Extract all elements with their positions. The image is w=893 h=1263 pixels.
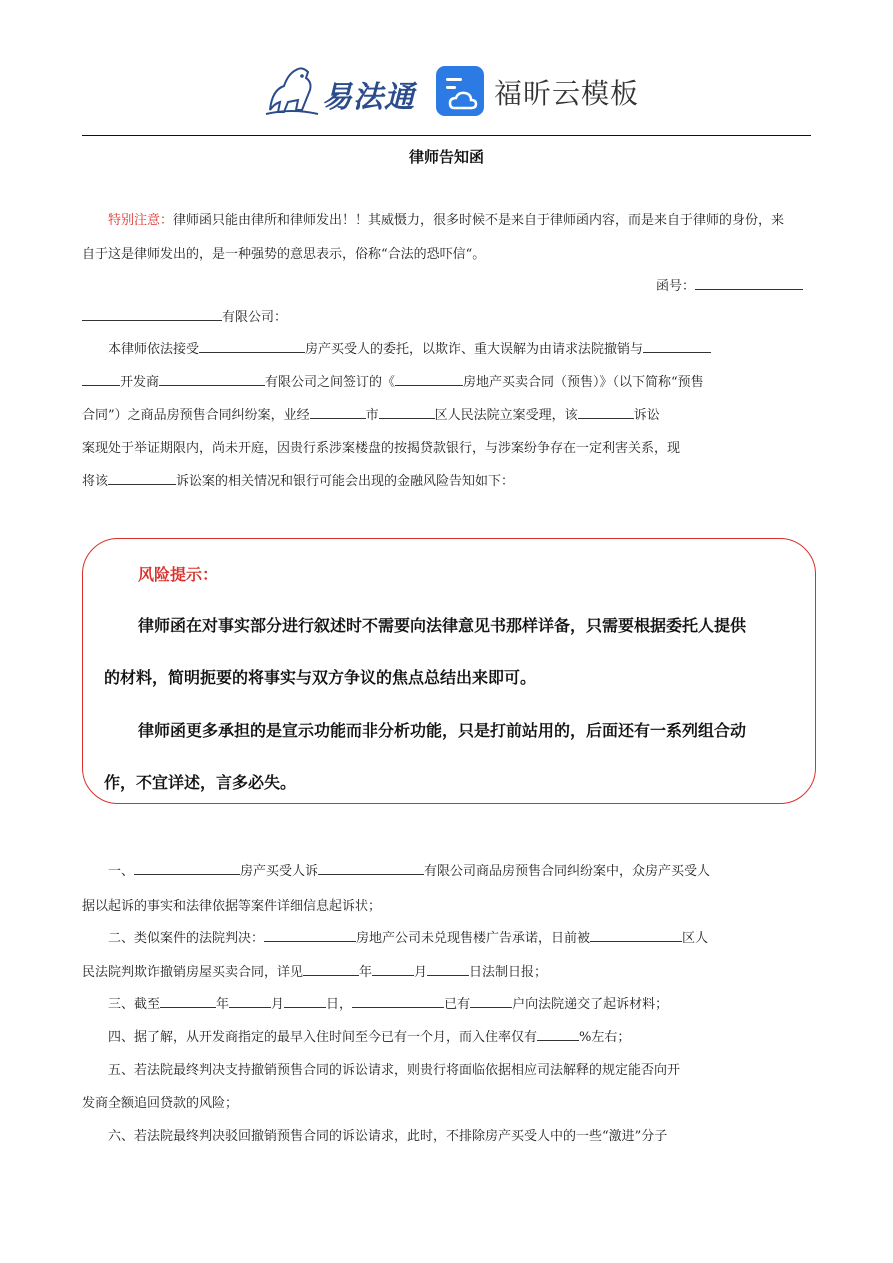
case-name-blank[interactable] — [108, 471, 176, 485]
developer-blank[interactable] — [159, 372, 265, 386]
intro-line-1 — [108, 338, 711, 357]
intro-line-5 — [82, 470, 514, 489]
day-blank[interactable] — [284, 994, 326, 1008]
item-text: 有限公司商品房预售合同纠纷案中，众房产买受人 — [424, 864, 711, 879]
intro-line-2 — [82, 371, 704, 390]
ref-no-blank[interactable] — [695, 276, 803, 290]
intro-line-4: 案现处于举证期限内，尚未开庭，因贵行系涉案楼盘的按揭贷款银行，与涉案纷争存在一定利害关系，现 — [82, 441, 681, 456]
item-6-line-1: 六、若法院最终判决驳回撤销预售合同的诉讼请求，此时，不排除房产买受人中的一些“激进”分子 — [108, 1129, 668, 1144]
item-text: 年 — [359, 965, 373, 980]
contract-blank[interactable] — [395, 372, 463, 386]
item-text: 房产买受人诉 — [240, 864, 319, 879]
logo-left-text: 易法通 — [322, 80, 415, 115]
item-text: 日， — [326, 997, 353, 1012]
risk-tip-line-2: 的材料，简明扼要的将事实与双方争议的焦点总结出来即可。 — [104, 668, 537, 687]
intro-text: 诉讼 — [633, 408, 660, 423]
item-text: 日法制日报； — [469, 965, 548, 980]
year-blank[interactable] — [160, 994, 216, 1008]
district-blank[interactable] — [379, 405, 435, 419]
item-2-line-2 — [82, 961, 547, 980]
intro-text: 区人民法院立案受理，该 — [434, 408, 578, 423]
intro-text: 房产买受人的委托，以欺诈、重大误解为由请求法院撤销与 — [305, 342, 644, 357]
month-blank[interactable] — [229, 994, 271, 1008]
item-5-line-2: 发商全额追回贷款的风险； — [82, 1096, 239, 1111]
plaintiff-blank[interactable] — [134, 861, 240, 875]
item-text: 三、截至 — [108, 997, 161, 1012]
intro-text: 房地产买卖合同（预售）》（以下简称“预售 — [463, 375, 704, 390]
intro-text: 合同”）之商品房预售合同纠纷案，业经 — [82, 408, 310, 423]
month-blank[interactable] — [372, 962, 414, 976]
ref-no-label: 函号： — [656, 279, 696, 294]
horse-logo-icon — [262, 60, 322, 118]
item-4 — [108, 1026, 630, 1045]
intro-text: 市 — [365, 408, 379, 423]
item-5-line-1: 五、若法院最终判决支持撤销预售合同的诉讼请求，则贵行将面临依据相应司法解释的规定能否向开 — [108, 1063, 681, 1078]
addressee — [82, 306, 287, 325]
document-title: 律师告知函 — [408, 148, 484, 166]
notice-label: 特别注意： — [108, 213, 174, 228]
project-blank[interactable] — [352, 994, 444, 1008]
item-text: 月 — [271, 997, 285, 1012]
header-divider — [82, 135, 811, 136]
developer-name-blank[interactable] — [264, 928, 356, 942]
ref-no — [656, 275, 803, 294]
notice-text-1: 律师函只能由律所和律师发出！！其威慑力，很多时候不是来自于律师函内容，而是来自于律师的身份，来 — [173, 213, 785, 228]
item-3 — [108, 993, 668, 1012]
court-blank[interactable] — [590, 928, 682, 942]
item-text: 一、 — [108, 864, 135, 879]
risk-tip-line-3: 律师函更多承担的是宣示功能而非分析功能，只是打前站用的，后面还有一系列组合动 — [138, 721, 747, 740]
risk-tip-line-1: 律师函在对事实部分进行叙述时不需要向法律意见书那样详备，只需要根据委托人提供 — [138, 616, 747, 635]
item-text: 房地产公司未兑现售楼广告承诺，日前被 — [356, 931, 591, 946]
item-text: 年 — [216, 997, 230, 1012]
logo-right-text: 福昕云模板 — [494, 77, 640, 110]
client-blank[interactable] — [199, 339, 305, 353]
defendant-blank[interactable] — [318, 861, 424, 875]
households-blank[interactable] — [470, 994, 512, 1008]
item-text: %左右； — [579, 1030, 631, 1045]
item-text: 月 — [414, 965, 428, 980]
item-2-line-1 — [108, 927, 708, 946]
item-1-line-2: 据以起诉的事实和法律依据等案件详细信息起诉状； — [82, 899, 382, 914]
cloud-doc-logo-icon — [436, 66, 484, 116]
occupancy-rate-blank[interactable] — [537, 1027, 579, 1041]
item-1-line-1 — [108, 860, 710, 879]
item-text: 四、据了解，从开发商指定的最早入住时间至今已有一个月，而入住率仅有 — [108, 1030, 538, 1045]
day-blank[interactable] — [427, 962, 469, 976]
year-blank[interactable] — [303, 962, 359, 976]
intro-text: 开发商 — [120, 375, 160, 390]
intro-text: 本律师依法接受 — [108, 342, 200, 357]
notice-line-2: 自于这是律师发出的，是一种强势的意思表示，俗称“合法的恐吓信“。 — [82, 247, 486, 262]
party-blank[interactable] — [643, 339, 711, 353]
item-text: 已有 — [444, 997, 471, 1012]
intro-text: 将该 — [82, 474, 109, 489]
addressee-blank[interactable] — [82, 307, 222, 321]
city-blank[interactable] — [310, 405, 366, 419]
party-blank-cont[interactable] — [82, 372, 120, 386]
item-text: 民法院判欺诈撤销房屋买卖合同，详见 — [82, 965, 304, 980]
intro-text: 诉讼案的相关情况和银行可能会出现的金融风险告知如下： — [176, 474, 515, 489]
addressee-suffix: 有限公司： — [222, 310, 288, 325]
item-text: 区人 — [682, 931, 709, 946]
item-text: 二、类似案件的法院判决： — [108, 931, 265, 946]
intro-line-3 — [82, 404, 660, 423]
risk-tip-line-4: 作，不宜详述，言多必失。 — [104, 773, 297, 792]
risk-tip-title: 风险提示： — [138, 565, 219, 584]
notice-line-1 — [108, 209, 784, 228]
case-blank[interactable] — [578, 405, 634, 419]
intro-text: 有限公司之间签订的《 — [265, 375, 396, 390]
item-text: 户向法院递交了起诉材料； — [512, 997, 669, 1012]
